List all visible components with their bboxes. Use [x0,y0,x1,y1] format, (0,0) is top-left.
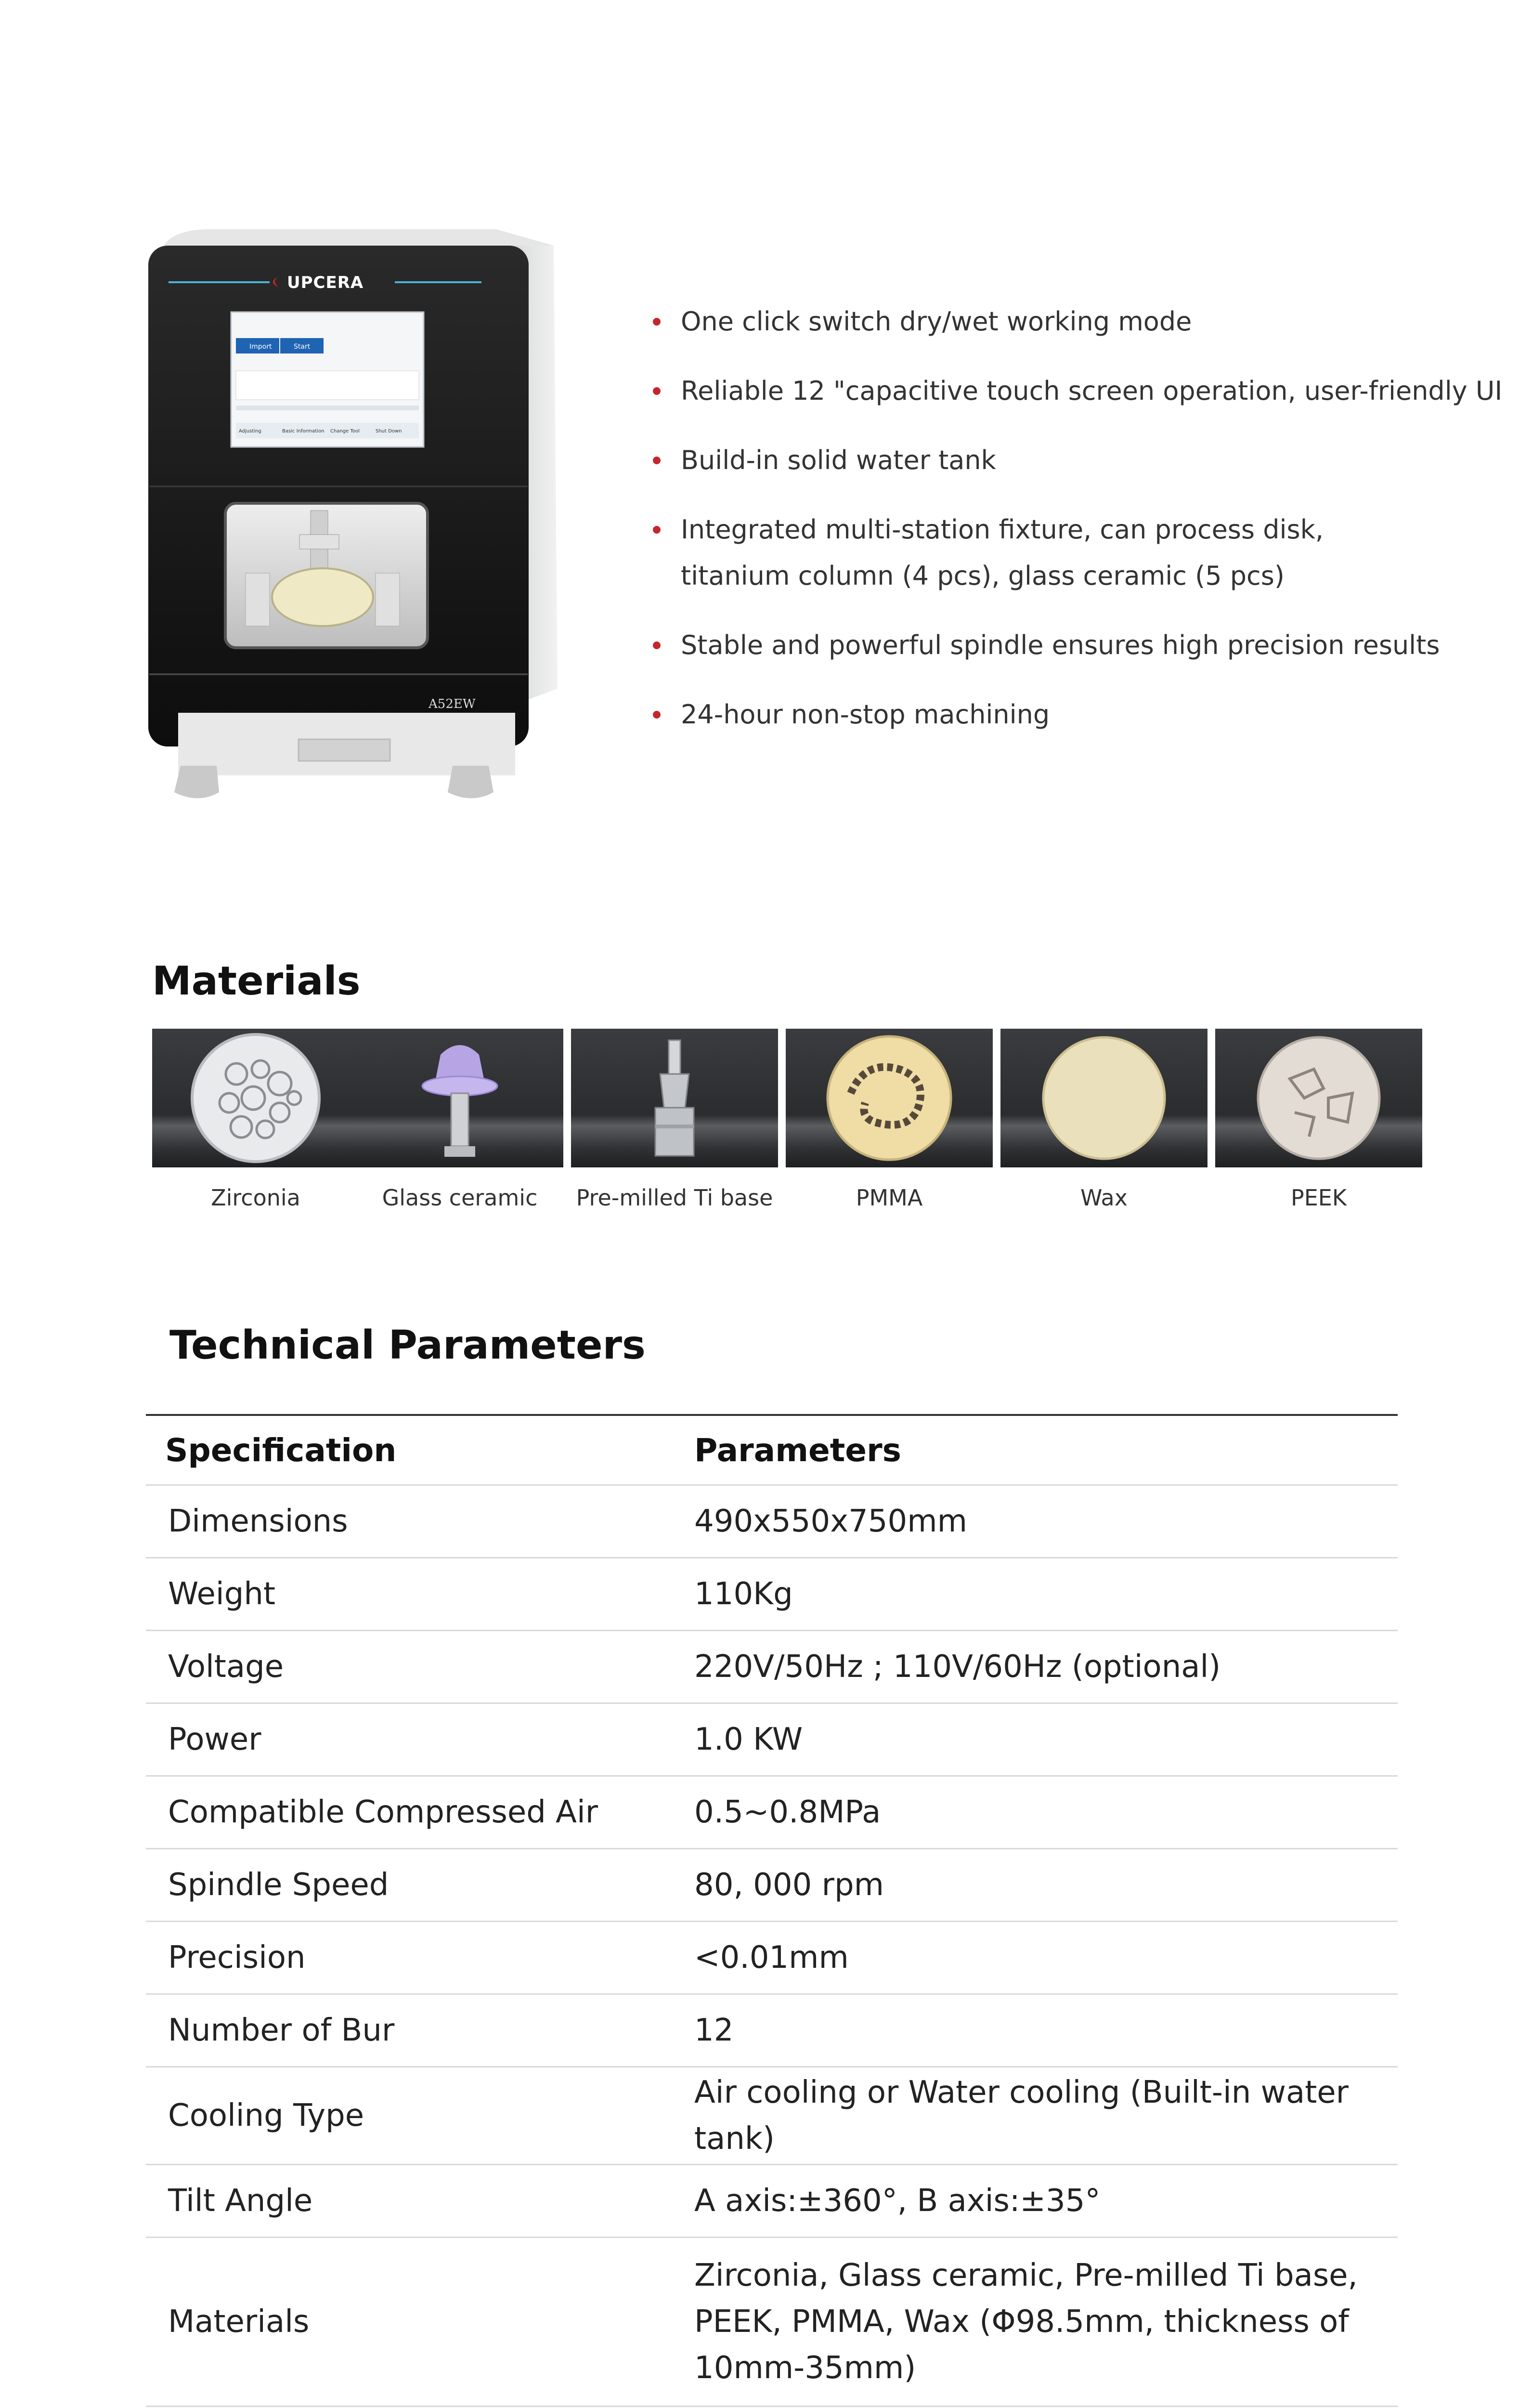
material-label: PEEK [1290,1185,1347,1211]
spec-cell: Power [146,1703,694,1776]
material-label: Glass ceramic [382,1185,538,1211]
table-row [146,2165,1398,2238]
materials-heading: Materials [152,958,361,1004]
table-row [146,1485,1398,1558]
material-card-ti-base [571,1029,778,1211]
machine-brand-logo: UPCERA [287,273,364,292]
material-card-glass-ceramic [356,1029,563,1211]
param-cell: 80, 000 rpm [694,1849,1398,1922]
param-cell [694,2238,1398,2407]
material-label: PMMA [856,1185,923,1211]
param-line: 10mm-35mm) [694,2350,916,2386]
param-cell: A axis:±360°, B axis:±35° [694,2165,1398,2238]
milling-chamber-window [225,503,428,648]
spec-cell: Number of Bur [146,1994,694,2067]
spec-cell: Spindle Speed [146,1849,694,1922]
table-row [146,1631,1398,1703]
table-row [146,2067,1398,2165]
param-cell [694,2407,1398,2408]
glass-ceramic-block-icon [388,1029,532,1167]
table-row [146,2407,1398,2408]
param-cell: 110Kg [694,1558,1398,1631]
spec-cell [146,2407,694,2408]
wax-disc-icon [1032,1029,1176,1167]
material-label: Pre-milled Ti base [576,1185,773,1211]
spec-cell: Weight [146,1558,694,1631]
table-row [146,1849,1398,1922]
feature-item: 24-hour non-stop machining [640,692,1507,738]
feature-item-line: Integrated multi-station fixture, can process disk, [681,514,1324,545]
spec-cell: Tilt Angle [146,2165,694,2238]
svg-text:Import: Import [249,343,272,351]
machine-model-label: A52EW [428,697,476,711]
spec-cell: Compatible Compressed Air [146,1776,694,1849]
svg-text:Shut Down: Shut Down [376,429,402,434]
param-line: Zirconia, Glass ceramic, Pre-milled Ti base, [694,2258,1358,2293]
feature-item: One click switch dry/wet working mode [640,299,1507,345]
feature-item: Stable and powerful spindle ensures high precision results [640,622,1507,668]
feature-item [640,507,1507,599]
machine-touch-screen [231,312,424,447]
param-cell: 1.0 KW [694,1703,1398,1776]
param-cell: 220V/50Hz ; 110V/60Hz (optional) [694,1631,1398,1703]
material-card-peek [1215,1029,1422,1211]
feature-item: Reliable 12 "capacitive touch screen operation, user-friendly UI [640,368,1507,414]
feature-item: Build-in solid water tank [640,437,1507,484]
spec-cell: Materials [146,2238,694,2407]
milling-machine-image [144,226,558,819]
table-row [146,1994,1398,2067]
pmma-disc-icon [817,1029,961,1167]
spec-cell: Precision [146,1922,694,1994]
svg-text:Adjusting: Adjusting [239,429,261,434]
peek-disc-icon [1246,1029,1391,1167]
material-label: Zirconia [211,1185,300,1211]
svg-text:Basic Information: Basic Information [282,429,325,434]
column-header-spec: Specification [146,1415,694,1485]
table-row [146,1776,1398,1849]
column-header-param: Parameters [694,1415,1398,1485]
ti-base-icon [602,1029,747,1167]
table-row [146,1703,1398,1776]
spec-cell: Cooling Type [146,2067,694,2165]
material-card-pmma [786,1029,993,1211]
spec-cell: Voltage [146,1631,694,1703]
material-label: Wax [1080,1185,1128,1211]
param-cell: Air cooling or Water cooling (Built-in water tank) [694,2067,1398,2165]
material-card-zirconia [152,1029,359,1211]
svg-text:Change Tool: Change Tool [330,429,360,434]
param-cell: 0.5~0.8MPa [694,1776,1398,1849]
material-card-wax [1000,1029,1207,1211]
param-cell: <0.01mm [694,1922,1398,1994]
param-cell: 12 [694,1994,1398,2067]
feature-item-line: titanium column (4 pcs), glass ceramic (5 pcs) [681,561,1285,591]
table-row [146,1922,1398,1994]
table-row [146,1558,1398,1631]
table-header-row [146,1415,1398,1485]
feature-list [640,299,1507,761]
svg-text:Start: Start [294,343,311,351]
tech-params-heading: Technical Parameters [169,1322,646,1368]
spec-cell: Dimensions [168,1504,348,1539]
table-row [146,2238,1398,2407]
zirconia-disc-icon [183,1029,328,1167]
param-line: PEEK, PMMA, Wax (Φ98.5mm, thickness of [694,2304,1349,2340]
tech-params-table [146,1414,1398,2408]
param-cell: 490x550x750mm [694,1504,967,1539]
